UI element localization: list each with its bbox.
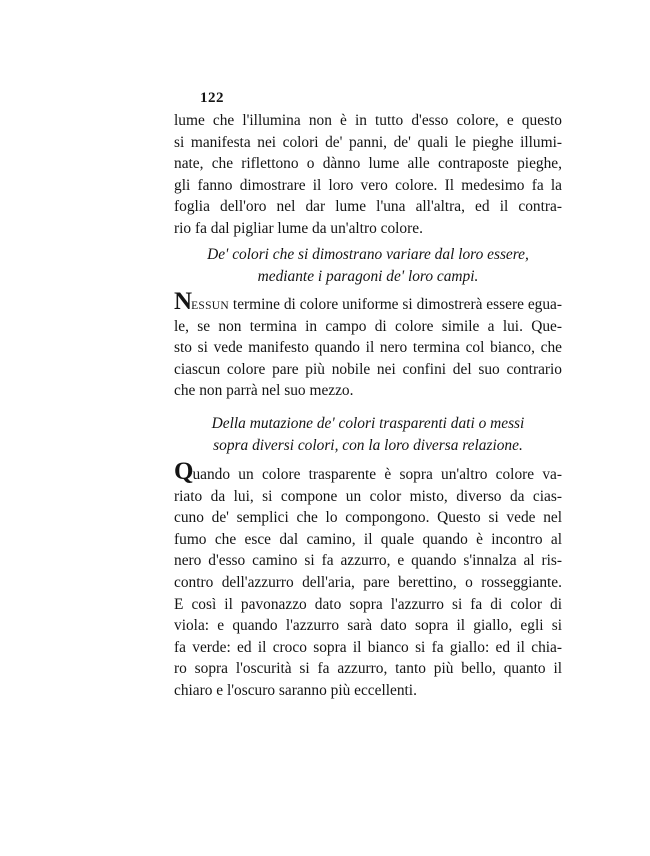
text-line-first xyxy=(174,288,562,316)
text-line: si manifesta nei colori de' panni, de' quali le pieghe illumi- xyxy=(174,133,562,151)
heading-line: sopra diversi colori, con la loro diversa relazione. xyxy=(213,437,523,454)
heading-line: Della mutazione de' colori trasparenti dati o messi xyxy=(211,415,525,432)
section-heading xyxy=(174,413,562,457)
text-line: fumo che esce dal camino, il quale quando è incontro al xyxy=(174,530,562,548)
first-line-text: uando un colore trasparente è sopra un'altro colore va- xyxy=(192,466,562,483)
text-line: che non parrà nel suo mezzo. xyxy=(174,382,354,400)
text-line: foglia dell'oro nel dar lume l'una all'altra, ed il contra- xyxy=(174,198,562,216)
text-line: E così il pavonazzo dato sopra l'azzurro si fa di color di xyxy=(174,595,562,613)
section-heading xyxy=(174,244,562,288)
text-line: ro sopra l'oscurità si fa azzurro, tanto più bello, quanto il xyxy=(174,660,562,678)
text-line: contro dell'azzurro dell'aria, pare berettino, o rosseggiante. xyxy=(174,573,562,591)
section-paragraph xyxy=(174,458,562,702)
text-line: sto si vede manifesto quando il nero termina col bianco, che xyxy=(174,339,562,357)
text-line: gli fanno dimostrare il loro vero colore. Il medesimo fa la xyxy=(174,176,562,194)
text-line: chiaro e l'oscuro saranno più eccellenti. xyxy=(174,681,417,699)
text-line: viola: e quando l'azzurro sarà dato sopra il giallo, egli si xyxy=(174,617,562,635)
page-number: 122 xyxy=(200,90,224,106)
small-caps: ESSUN xyxy=(191,300,229,312)
text-line: nate, che riflettono o dànno lume alle contraposte pieghe, xyxy=(174,155,562,173)
text-line: rio fa dal pigliar lume da un'altro colore. xyxy=(174,219,423,237)
drop-cap: N xyxy=(174,288,192,315)
text-line: nero d'esso camino si fa azzurro, e quando s'innalza al ris- xyxy=(174,552,562,570)
drop-cap: Q xyxy=(174,458,193,485)
section-paragraph xyxy=(174,288,562,402)
heading-line: mediante i paragoni de' loro campi. xyxy=(257,268,479,285)
heading-line: De' colori che si dimostrano variare dal loro essere, xyxy=(207,246,529,263)
text-line: fa verde: ed il croco sopra il bianco si fa giallo: ed il chia- xyxy=(174,638,562,656)
text-line: cuno de' semplici che lo compongono. Questo si vede nel xyxy=(174,509,562,527)
text-line-first xyxy=(174,458,562,486)
text-line: ciascun colore pare più nobile nei confini del suo contrario xyxy=(174,360,562,378)
text-line: le, se non termina in campo di colore simile a lui. Que- xyxy=(174,317,562,335)
text-line: riato da lui, si compone un color misto, diverso da cias- xyxy=(174,487,562,505)
first-line-text: termine di colore uniforme si dimostrerà essere egua- xyxy=(229,296,562,313)
intro-paragraph xyxy=(174,110,562,240)
text-line: lume che l'illumina non è in tutto d'esso colore, e questo xyxy=(174,112,562,129)
